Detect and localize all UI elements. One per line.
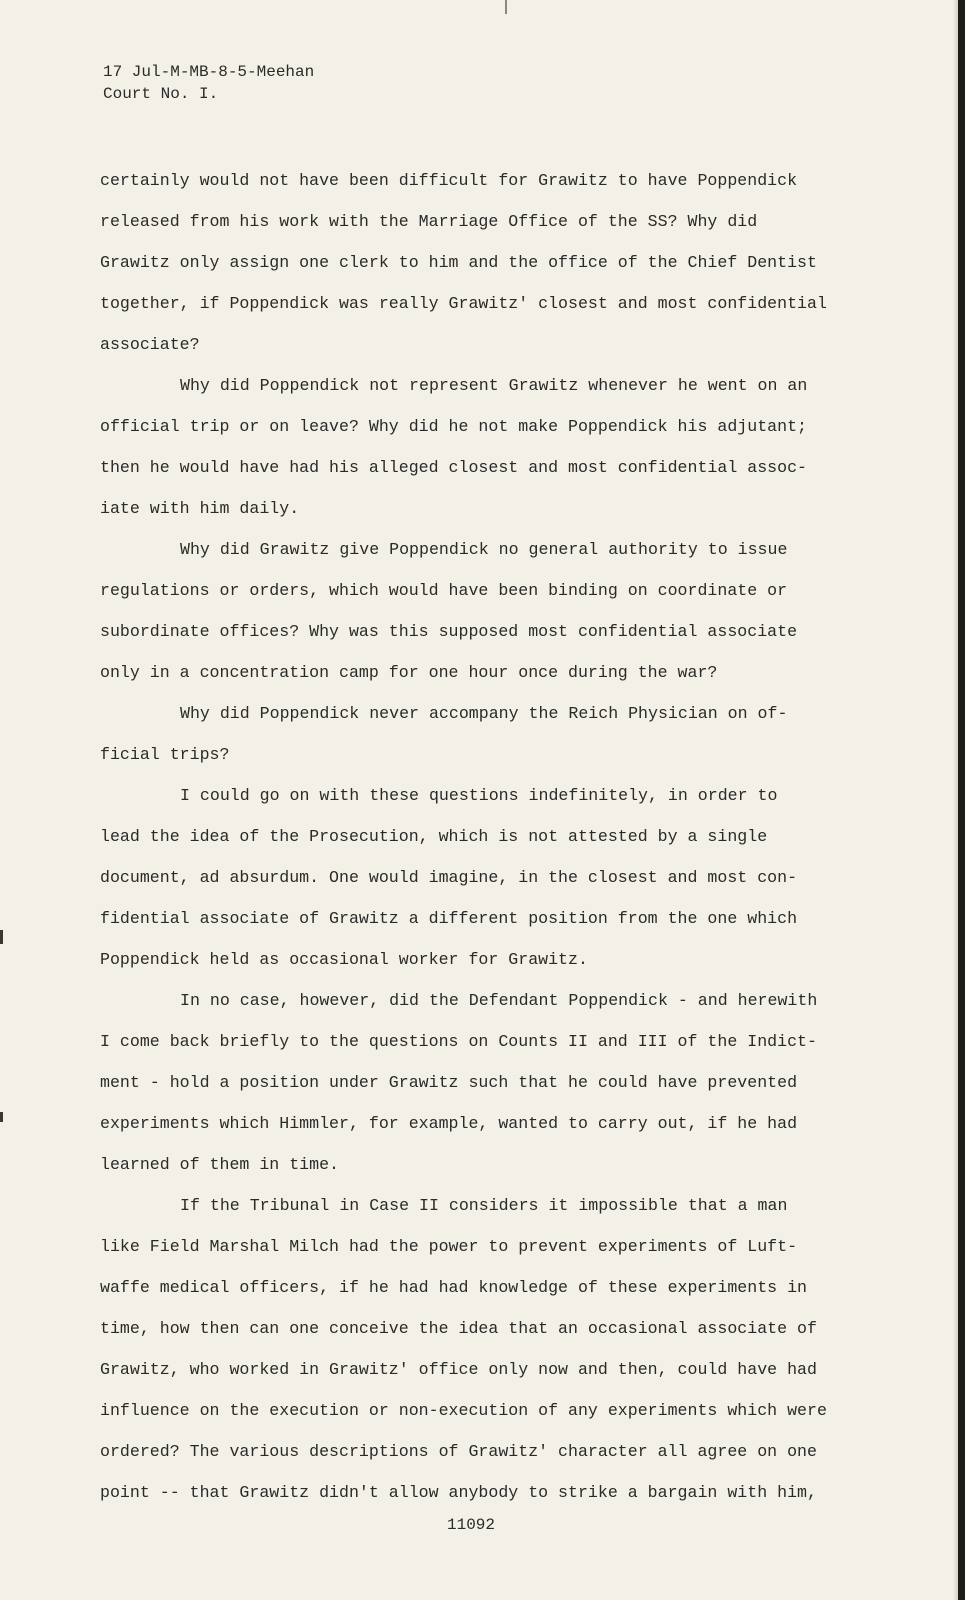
- text-line: experiments which Himmler, for example, wanted to carry out, if he had: [100, 1114, 798, 1133]
- text-line: document, ad absurdum. One would imagine, in the closest and most con-: [100, 868, 798, 887]
- text-line: like Field Marshal Milch had the power to prevent experiments of Luft-: [100, 1237, 798, 1256]
- document-body: [100, 160, 840, 1513]
- text-line: Grawitz only assign one clerk to him and the office of the Chief Dentist: [100, 253, 817, 272]
- left-margin-mark-lower: [0, 1112, 3, 1122]
- text-line: waffe medical officers, if he had had knowledge of these experiments in: [100, 1278, 808, 1297]
- text-line: subordinate offices? Why was this supposed most confidential associate: [100, 622, 798, 641]
- text-line: ficial trips?: [100, 745, 230, 764]
- text-line: then he would have had his alleged closest and most confidential assoc-: [100, 458, 808, 477]
- text-line: official trip or on leave? Why did he not make Poppendick his adjutant;: [100, 417, 808, 436]
- text-line: certainly would not have been difficult for Grawitz to have Poppendick: [100, 171, 798, 190]
- text-line: Why did Poppendick never accompany the Reich Physician on of-: [180, 704, 788, 723]
- text-line: ordered? The various descriptions of Grawitz' character all agree on one: [100, 1442, 817, 1461]
- text-line: associate?: [100, 335, 200, 354]
- page-number: 11092: [447, 1516, 496, 1534]
- text-line: point -- that Grawitz didn't allow anybody to strike a bargain with him,: [100, 1483, 817, 1502]
- text-line: I come back briefly to the questions on Counts II and III of the Indict-: [100, 1032, 817, 1051]
- text-line: iate with him daily.: [100, 499, 300, 518]
- header-reference: 17 Jul-M-MB-8-5-Meehan: [103, 63, 315, 81]
- text-line: In no case, however, did the Defendant Poppendick - and herewith: [180, 991, 818, 1010]
- text-line: time, how then can one conceive the idea that an occasional associate of: [100, 1319, 817, 1338]
- header-court: Court No. I.: [103, 85, 219, 103]
- top-punch-mark: [505, 0, 507, 14]
- text-line: I could go on with these questions indefinitely, in order to: [180, 786, 778, 805]
- text-line: If the Tribunal in Case II considers it impossible that a man: [180, 1196, 788, 1215]
- text-line: Poppendick held as occasional worker for Grawitz.: [100, 950, 588, 969]
- text-line: ment - hold a position under Grawitz such that he could have prevented: [100, 1073, 798, 1092]
- text-line: Grawitz, who worked in Grawitz' office only now and then, could have had: [100, 1360, 817, 1379]
- text-line: influence on the execution or non-execution of any experiments which were: [100, 1401, 827, 1420]
- left-margin-mark-upper: [0, 930, 3, 944]
- text-line: Why did Poppendick not represent Grawitz whenever he went on an: [180, 376, 808, 395]
- text-line: together, if Poppendick was really Grawitz' closest and most confidential: [100, 294, 827, 313]
- text-line: regulations or orders, which would have been binding on coordinate or: [100, 581, 788, 600]
- text-line: fidential associate of Grawitz a different position from the one which: [100, 909, 798, 928]
- text-line: Why did Grawitz give Poppendick no general authority to issue: [180, 540, 788, 559]
- page-edge: [958, 0, 965, 1600]
- document-header: [103, 61, 314, 105]
- text-line: learned of them in time.: [100, 1155, 339, 1174]
- text-line: only in a concentration camp for one hour once during the war?: [100, 663, 718, 682]
- text-line: released from his work with the Marriage Office of the SS? Why did: [100, 212, 758, 231]
- text-line: lead the idea of the Prosecution, which is not attested by a single: [100, 827, 768, 846]
